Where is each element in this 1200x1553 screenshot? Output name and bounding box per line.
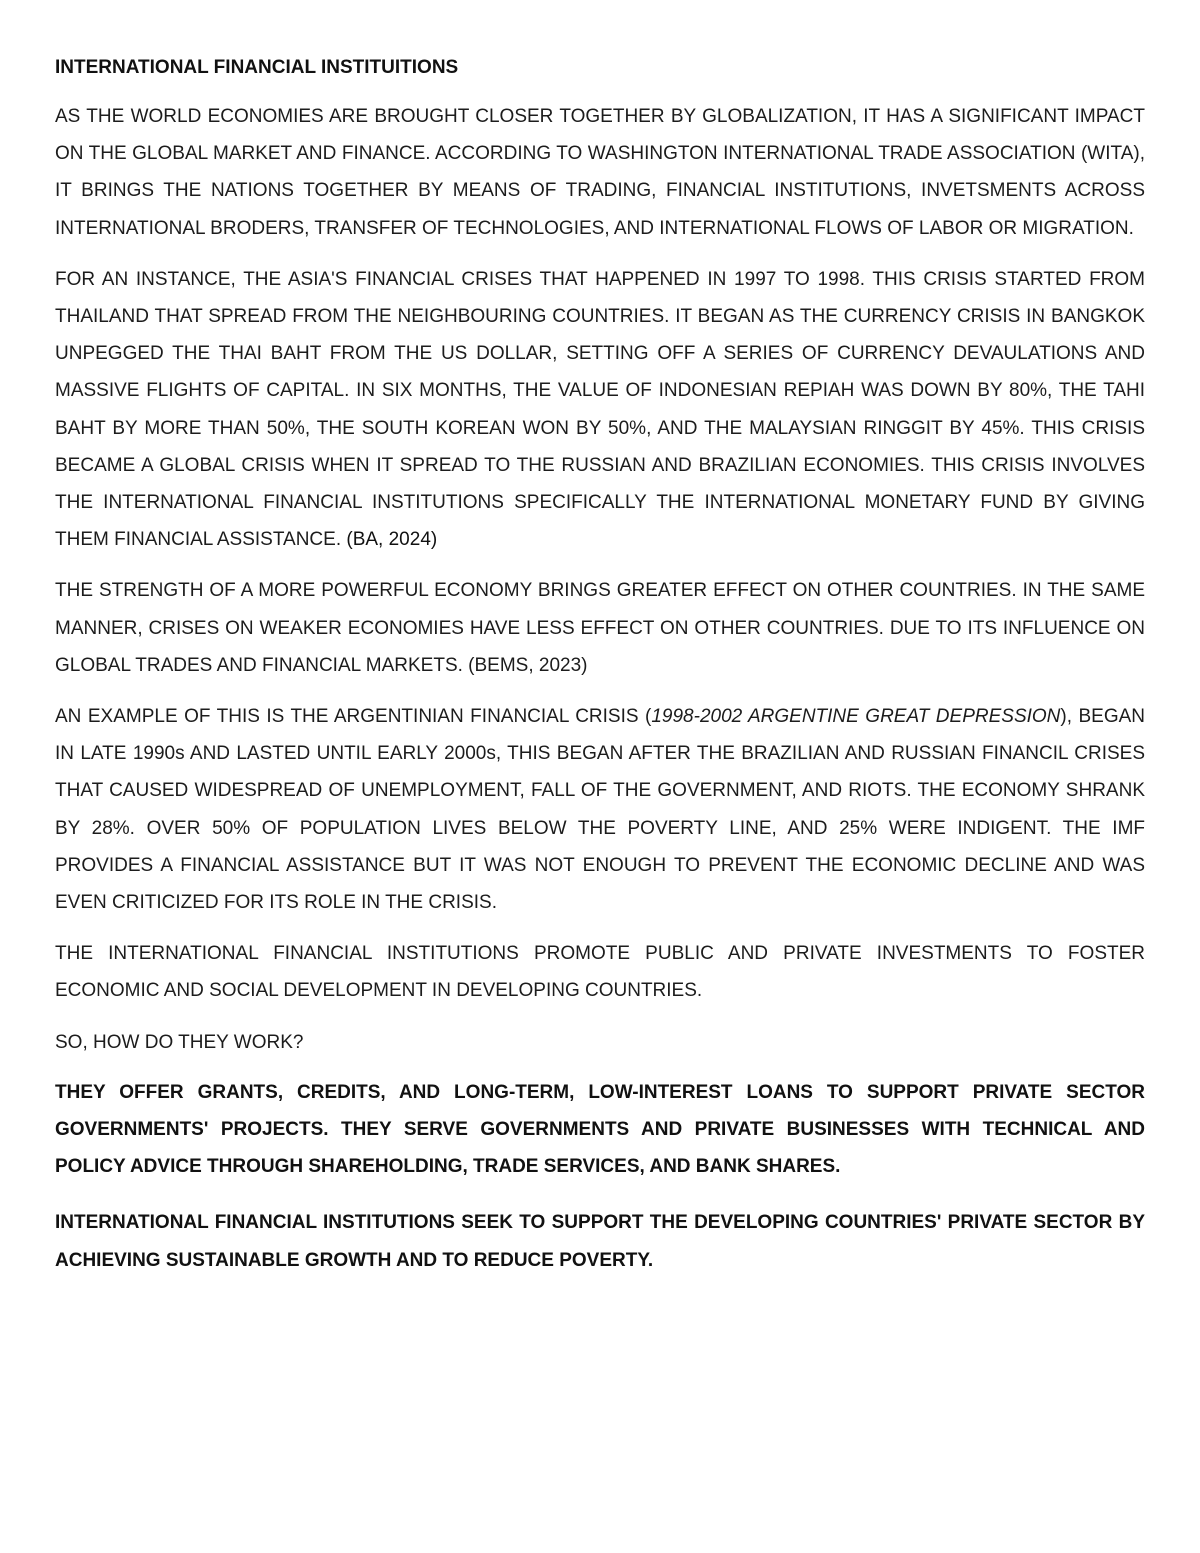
paragraph-argentine-crisis-body: ), BEGAN IN LATE 1990s AND LASTED UNTIL EARLY 2000s, THIS BEGAN AFTER THE BRAZILIAN AND RUSSIAN FINANCIL CRISES THAT CAUSED WIDESPREAD OF UNEMPLOYMENT, FALL OF THE GOVERNMENT, AND RIOTS. THE ECONOMY SHRANK BY 28%. OVER 50% OF POPULATION LIVES BELOW THE POVERTY LINE, AND 25% WERE INDIGENT. THE IMF PROVIDES A FINANCIAL ASSISTANCE BUT IT WAS NOT ENOUGH TO PREVENT THE ECONOMIC DECLINE AND WAS EVEN CRITICIZED FOR ITS ROLE IN THE CRISIS. xyxy=(55,706,1145,914)
document-title: INTERNATIONAL FINANCIAL INSTITUITIONS xyxy=(55,57,459,78)
paragraph-argentine-crisis-intro: AN EXAMPLE OF THIS IS THE ARGENTINIAN FINANCIAL CRISIS ( xyxy=(55,706,652,728)
paragraph-how-they-work: SO, HOW DO THEY WORK? xyxy=(55,1031,304,1053)
paragraph-ifi-seek: INTERNATIONAL FINANCIAL INSTITUTIONS SEEK TO SUPPORT THE DEVELOPING COUNTRIES' PRIVATE SECTOR BY ACHIEVING SUSTAINABLE GROWTH AND TO REDUCE POVERTY. xyxy=(55,1212,1145,1271)
paragraph-asian-crisis xyxy=(55,261,1145,559)
paragraph-economy-strength: THE STRENGTH OF A MORE POWERFUL ECONOMY BRINGS GREATER EFFECT ON OTHER COUNTRIES. IN THE SAME MANNER, CRISES ON WEAKER ECONOMIES HAVE LESS EFFECT ON OTHER COUNTRIES. DUE TO ITS INFLUENCE ON GLOBAL TRADES AND FINANCIAL MARKETS. (BEMS, 2023) xyxy=(55,580,1145,676)
paragraph-globalization: AS THE WORLD ECONOMIES ARE BROUGHT CLOSER TOGETHER BY GLOBALIZATION, IT HAS A SIGNIFICANT IMPACT ON THE GLOBAL MARKET AND FINANCE. ACCORDING TO WASHINGTON INTERNATIONAL TRADE ASSOCIATION (WITA), IT BRINGS THE NATIONS TOGETHER BY MEANS OF TRADING, FINANCIAL INSTITUTIONS, INVETSMENTS ACROSS INTERNATIONAL BRODERS, TRANSFER OF TECHNOLOGIES, AND INTERNATIONAL FLOWS OF LABOR OR MIGRATION. xyxy=(55,106,1145,239)
citation-ba-2024: (BA, 2024) xyxy=(341,529,438,551)
document-page xyxy=(55,52,1145,1293)
argentine-depression-italic: 1998-2002 ARGENTINE GREAT DEPRESSION xyxy=(651,706,1061,728)
paragraph-argentine-crisis xyxy=(55,698,1145,921)
paragraph-asian-crisis-text: FOR AN INSTANCE, THE ASIA'S FINANCIAL CRISES THAT HAPPENED IN 1997 TO 1998. THIS CRISIS STARTED FROM THAILAND THAT SPREAD FROM THE NEIGHBOURING COUNTRIES. IT BEGAN AS THE CURRENCY CRISIS IN BANGKOK UNPEGGED THE THAI BAHT FROM THE US DOLLAR, SETTING OFF A SERIES OF CURRENCY DEVAULATIONS AND MASSIVE FLIGHTS OF CAPITAL. IN SIX MONTHS, THE VALUE OF INDONESIAN REPIAH WAS DOWN BY 80%, THE TAHI BAHT BY MORE THAN 50%, THE SOUTH KOREAN WON BY 50%, AND THE MALAYSIAN RINGGIT BY 45%. THIS CRISIS BECAME A GLOBAL CRISIS WHEN IT SPREAD TO THE RUSSIAN AND BRAZILIAN ECONOMIES. THIS CRISIS INVOLVES THE INTERNATIONAL FINANCIAL INSTITUTIONS SPECIFICALLY THE INTERNATIONAL MONETARY FUND BY GIVING THEM FINANCIAL ASSISTANCE. xyxy=(55,268,1145,551)
paragraph-grants-credits: THEY OFFER GRANTS, CREDITS, AND LONG-TERM, LOW-INTEREST LOANS TO SUPPORT PRIVATE SECTOR GOVERNMENTS' PROJECTS. THEY SERVE GOVERNMENTS AND PRIVATE BUSINESSES WITH TECHNICAL AND POLICY ADVICE THROUGH SHAREHOLDING, TRADE SERVICES, AND BANK SHARES. xyxy=(55,1081,1145,1178)
paragraph-ifi-promote: THE INTERNATIONAL FINANCIAL INSTITUTIONS PROMOTE PUBLIC AND PRIVATE INVESTMENTS TO FOSTER ECONOMIC AND SOCIAL DEVELOPMENT IN DEVELOPING COUNTRIES. xyxy=(55,943,1145,1002)
